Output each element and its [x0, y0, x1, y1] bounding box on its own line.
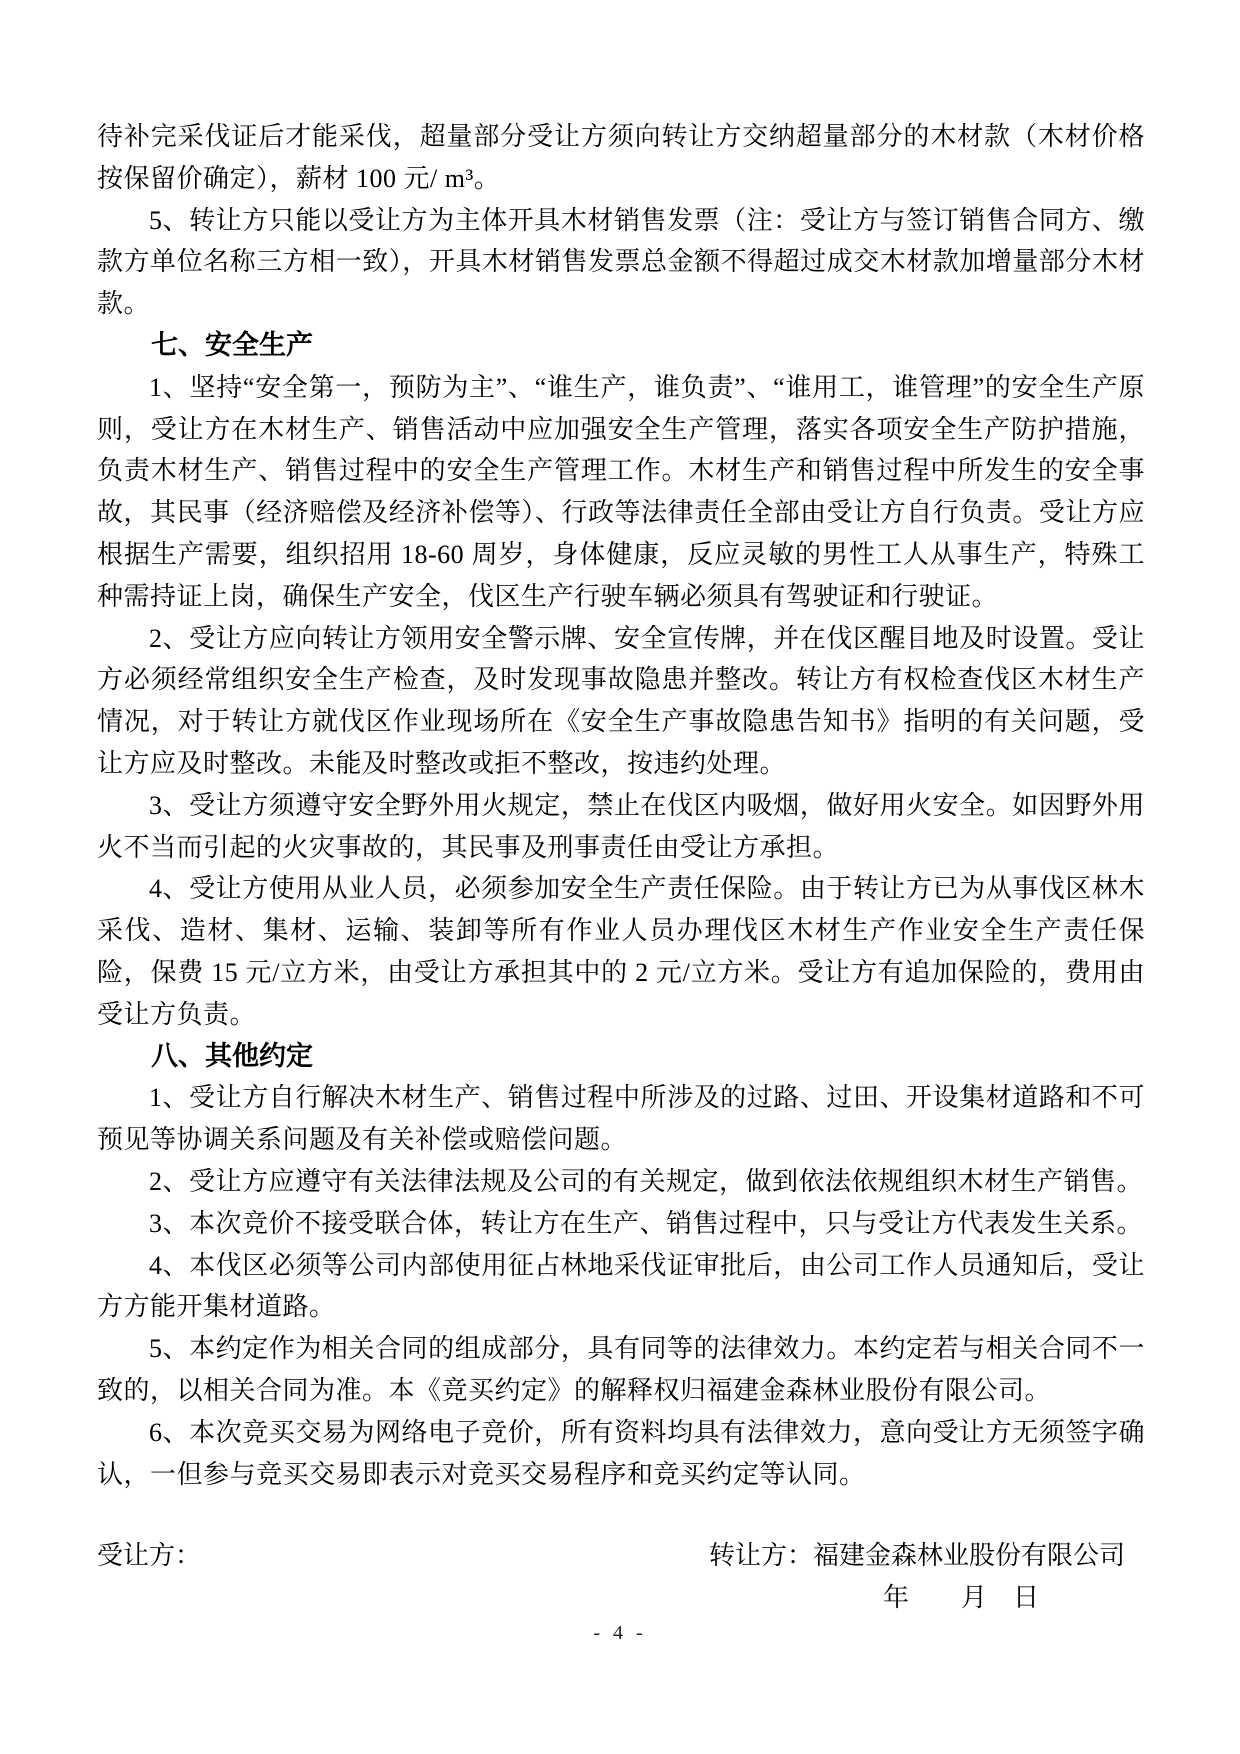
section-heading-safety-production: 七、安全生产	[151, 329, 313, 360]
paragraph-road-coordination: 1、受让方自行解决木材生产、销售过程中所涉及的过路、过田、开设集材道路和不可预见等协调关系问题及有关补偿或赔偿问题。	[97, 1083, 1145, 1155]
paragraph-safety-principle: 1、坚持“安全第一，预防为主”、“谁生产，谁负责”、“谁用工，谁管理”的安全生产原则，受让方在木材生产、销售活动中应加强安全生产管理，落实各项安全生产防护措施，负责木材生产、销售过程中的安全生产管理工作。木材生产和销售过程中所发生的安全事故，其民事（经济赔偿及经济补偿等）、行政等法律责任全部由受让方自行负责。受让方应根据生产需要，组织招用 18-60 周岁，身体健康，反应灵敏的男性工人从事生产，特殊工种需持证上岗，确保生产安全，伐区生产行驶车辆必须具有驾驶证和行驶证。	[97, 372, 1145, 611]
paragraph-invoice-rule: 5、转让方只能以受让方为主体开具木材销售发票（注：受让方与签订销售合同方、缴款方单位名称三方相一致），开具木材销售发票总金额不得超过成交木材款加增量部分木材款。	[97, 205, 1145, 319]
paragraph-logging-road-approval: 4、本伐区必须等公司内部使用征占林地采伐证审批后，由公司工作人员通知后，受让方方能开集材道路。	[97, 1250, 1145, 1322]
paragraph-liability-insurance: 4、受让方使用从业人员，必须参加安全生产责任保险。由于转让方已为从事伐区林木采伐、造材、集材、运输、装卸等所有作业人员办理伐区木材生产作业安全生产责任保险，保费 15 元/立方米，由受让方承担其中的 2 元/立方米。受让方有追加保险的，费用由受让方负责。	[97, 874, 1145, 1029]
transferor-signature-label: 转让方：福建金森林业股份有限公司	[709, 1541, 1126, 1571]
paragraph-legal-effect: 5、本约定作为相关合同的组成部分，具有同等的法律效力。本约定若与相关合同不一致的，以相关合同为准。本《竞买约定》的解释权归福建金森林业股份有限公司。	[97, 1334, 1145, 1405]
paragraph-law-compliance: 2、受让方应遵守有关法律法规及公司的有关规定，做到依法依规组织木材生产销售。	[149, 1166, 1144, 1196]
paragraph-overage-timber-payment: 待补完采伐证后才能采伐，超量部分受让方须向转让方交纳超量部分的木材款（木材价格按保留价确定），薪材 100 元/ m³。	[97, 122, 1145, 193]
signature-row	[97, 1535, 1145, 1577]
paragraph-no-consortium: 3、本次竞价不接受联合体，转让方在生产、销售过程中，只与受让方代表发生关系。	[149, 1208, 1144, 1238]
transferee-signature-label: 受让方：	[97, 1541, 202, 1571]
paragraph-safety-signs: 2、受让方应向转让方领用安全警示牌、安全宣传牌，并在伐区醒目地及时设置。受让方必须经常组织安全生产检查，及时发现事故隐患并整改。转让方有权检查伐区木材生产情况，对于转让方就伐区作业现场所在《安全生产事故隐患告知书》指明的有关问题，受让方应及时整改。未能及时整改或拒不整改，按违约处理。	[97, 623, 1145, 778]
page-number: - 4 -	[593, 1622, 647, 1644]
signature-date-line: 年 月 日	[882, 1583, 1039, 1613]
paragraph-fire-safety: 3、受让方须遵守安全野外用火规定，禁止在伐区内吸烟，做好用火安全。如因野外用火不当而引起的火灾事故的，其民事及刑事责任由受让方承担。	[97, 790, 1145, 862]
paragraph-online-bidding: 6、本次竞买交易为网络电子竞价，所有资料均具有法律效力，意向受让方无须签字确认，一但参与竞买交易即表示对竞买交易程序和竞买约定等认同。	[97, 1417, 1145, 1489]
document-content	[97, 116, 1145, 1619]
section-heading-other-agreements: 八、其他约定	[151, 1040, 313, 1071]
